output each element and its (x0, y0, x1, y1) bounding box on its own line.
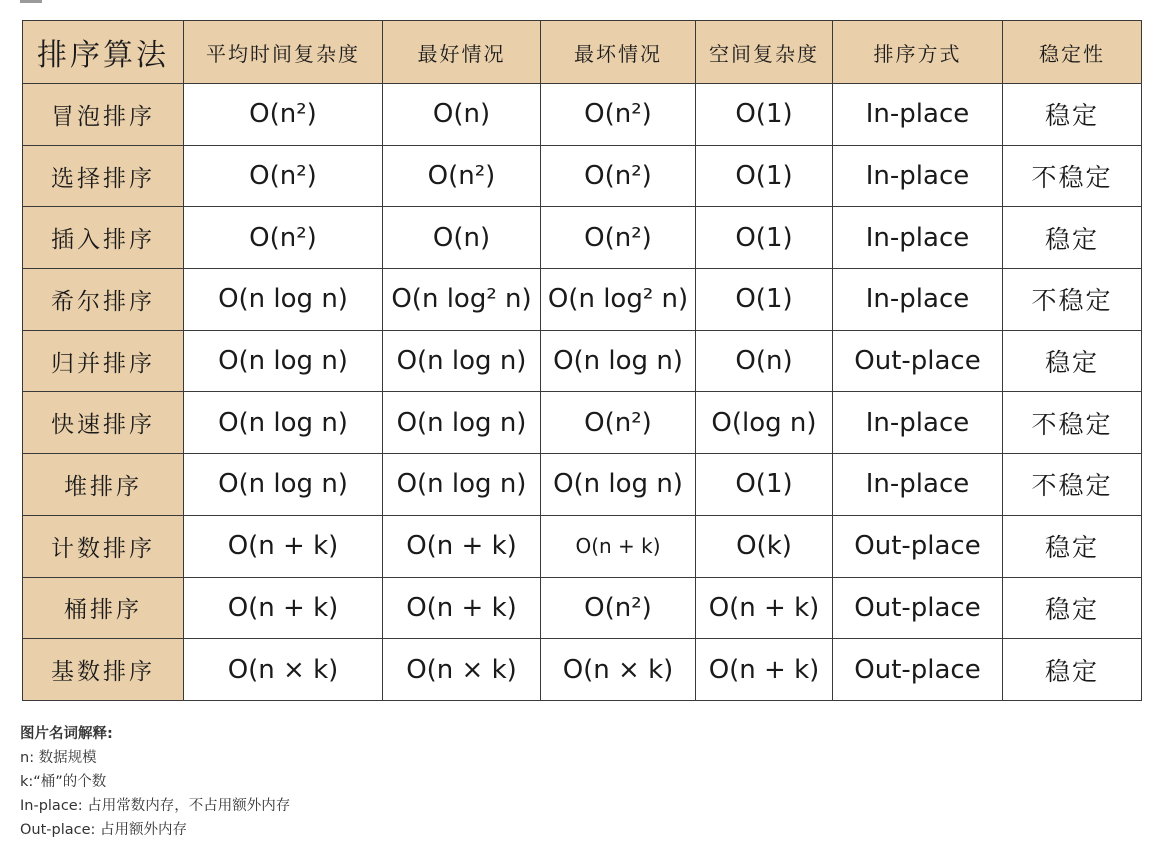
header-row (23, 21, 1142, 84)
glossary-line: k:“桶”的个数 (20, 774, 107, 790)
algorithm-name: 堆排序 (23, 454, 184, 516)
sort-method-cell: In-place (833, 145, 1003, 207)
worst-case-cell: O(n log n) (541, 454, 696, 516)
best-case-cell: O(n + k) (383, 515, 541, 577)
stability-cell: 稳定 (1003, 330, 1142, 392)
top-fragment (20, 0, 42, 3)
worst-case-cell: O(n²) (541, 392, 696, 454)
header-stability: 稳定性 (1003, 21, 1142, 84)
average-time-cell: O(n × k) (184, 639, 383, 701)
header-average-time: 平均时间复杂度 (184, 21, 383, 84)
table-row (23, 639, 1142, 701)
stability-cell: 不稳定 (1003, 454, 1142, 516)
sort-method-cell: In-place (833, 269, 1003, 331)
stability-cell: 不稳定 (1003, 145, 1142, 207)
glossary-title: 图片名词解释: (20, 726, 113, 742)
worst-case-cell: O(n log² n) (541, 269, 696, 331)
algorithm-name: 插入排序 (23, 207, 184, 269)
best-case-cell: O(n log n) (383, 330, 541, 392)
space-cell: O(log n) (696, 392, 833, 454)
header-worst-case: 最坏情况 (541, 21, 696, 84)
average-time-cell: O(n log n) (184, 392, 383, 454)
best-case-cell: O(n + k) (383, 577, 541, 639)
table-row (23, 330, 1142, 392)
algorithm-name: 希尔排序 (23, 269, 184, 331)
best-case-cell: O(n × k) (383, 639, 541, 701)
space-cell: O(n + k) (696, 639, 833, 701)
table-row (23, 207, 1142, 269)
space-cell: O(k) (696, 515, 833, 577)
average-time-cell: O(n + k) (184, 577, 383, 639)
worst-case-cell: O(n²) (541, 207, 696, 269)
table-row (23, 454, 1142, 516)
best-case-cell: O(n log² n) (383, 269, 541, 331)
table-row (23, 515, 1142, 577)
sort-method-cell: In-place (833, 392, 1003, 454)
table-row (23, 269, 1142, 331)
algorithm-name: 桶排序 (23, 577, 184, 639)
average-time-cell: O(n log n) (184, 269, 383, 331)
sort-method-cell: Out-place (833, 639, 1003, 701)
algorithm-name: 归并排序 (23, 330, 184, 392)
best-case-cell: O(n) (383, 207, 541, 269)
sort-method-cell: Out-place (833, 577, 1003, 639)
sort-method-cell: Out-place (833, 330, 1003, 392)
algorithm-name: 选择排序 (23, 145, 184, 207)
best-case-cell: O(n log n) (383, 454, 541, 516)
sort-method-cell: Out-place (833, 515, 1003, 577)
worst-case-cell: O(n²) (541, 84, 696, 146)
space-cell: O(1) (696, 269, 833, 331)
worst-case-cell: O(n²) (541, 577, 696, 639)
algorithm-name: 基数排序 (23, 639, 184, 701)
average-time-cell: O(n²) (184, 207, 383, 269)
best-case-cell: O(n log n) (383, 392, 541, 454)
glossary-line: n: 数据规模 (20, 750, 97, 766)
stability-cell: 不稳定 (1003, 392, 1142, 454)
space-cell: O(1) (696, 84, 833, 146)
table-row (23, 145, 1142, 207)
stability-cell: 稳定 (1003, 84, 1142, 146)
worst-case-cell: O(n²) (541, 145, 696, 207)
table-row (23, 392, 1142, 454)
sorting-complexity-table (22, 20, 1142, 701)
worst-case-cell: O(n × k) (541, 639, 696, 701)
average-time-cell: O(n log n) (184, 330, 383, 392)
stability-cell: 稳定 (1003, 639, 1142, 701)
sort-method-cell: In-place (833, 84, 1003, 146)
average-time-cell: O(n²) (184, 145, 383, 207)
average-time-cell: O(n + k) (184, 515, 383, 577)
stability-cell: 不稳定 (1003, 269, 1142, 331)
glossary-notes (20, 722, 290, 842)
header-space: 空间复杂度 (696, 21, 833, 84)
sort-method-cell: In-place (833, 454, 1003, 516)
table-row (23, 84, 1142, 146)
stability-cell: 稳定 (1003, 207, 1142, 269)
algorithm-name: 快速排序 (23, 392, 184, 454)
average-time-cell: O(n log n) (184, 454, 383, 516)
glossary-line: In-place: 占用常数内存，不占用额外内存 (20, 798, 291, 814)
algorithm-name: 冒泡排序 (23, 84, 184, 146)
best-case-cell: O(n) (383, 84, 541, 146)
header-algorithm: 排序算法 (23, 21, 184, 84)
space-cell: O(n + k) (696, 577, 833, 639)
stability-cell: 稳定 (1003, 577, 1142, 639)
sort-method-cell: In-place (833, 207, 1003, 269)
space-cell: O(1) (696, 145, 833, 207)
space-cell: O(1) (696, 207, 833, 269)
best-case-cell: O(n²) (383, 145, 541, 207)
algorithm-name: 计数排序 (23, 515, 184, 577)
stability-cell: 稳定 (1003, 515, 1142, 577)
table-row (23, 577, 1142, 639)
worst-case-cell: O(n log n) (541, 330, 696, 392)
header-best-case: 最好情况 (383, 21, 541, 84)
glossary-line: Out-place: 占用额外内存 (20, 822, 188, 838)
average-time-cell: O(n²) (184, 84, 383, 146)
space-cell: O(1) (696, 454, 833, 516)
worst-case-cell: O(n + k) (541, 515, 696, 577)
space-cell: O(n) (696, 330, 833, 392)
header-sort-method: 排序方式 (833, 21, 1003, 84)
